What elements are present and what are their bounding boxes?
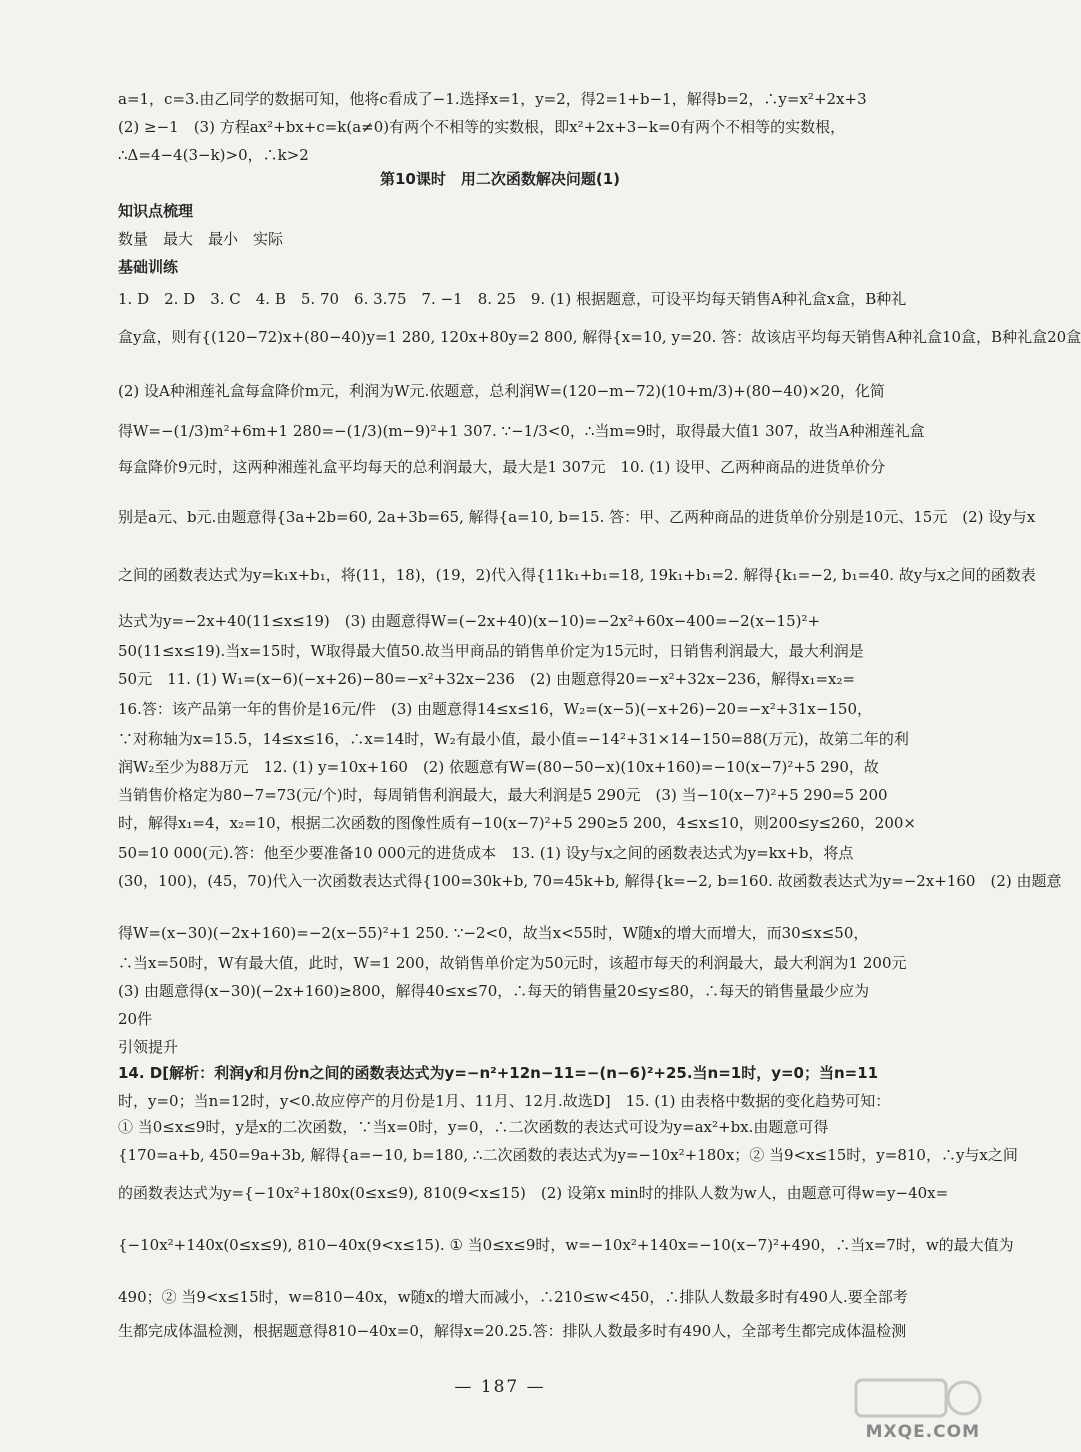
text-line: (2) 设A种湘莲礼盒每盒降价m元，利润为W元.依题意，总利润W=(120−m−72)(10+m/3)+(80−40)×20，化简 <box>118 382 885 400</box>
text-line: {170=a+b, 450=9a+3b, 解得{a=−10, b=180, ∴二次函数的表达式为y=−10x²+180x；② 当9<x≤15时，y=810，∴y与x之间 <box>118 1146 1018 1164</box>
text-line: 16.答：该产品第一年的售价是16元/件 (3) 由题意得14≤x≤16，W₂=(x−5)(−x+26)−20=−x²+31x−150， <box>118 700 873 718</box>
text-line: 50=10 000(元).答：他至少要准备10 000元的进货成本 13. (1) 设y与x之间的函数表达式为y=kx+b，将点 <box>118 844 854 862</box>
section-title: 第10课时 用二次函数解决问题(1) <box>379 170 621 188</box>
text-line: ∴当x=50时，W有最大值，此时，W=1 200，故销售单价定为50元时，该超市每天的利润最大，最大利润为1 200元 <box>118 954 907 972</box>
section-heading: 14. D[解析：利润y和月份n之间的函数表达式为y=−n²+12n−11=−(n−6)²+25.当n=1时，y=0；当n=11 <box>118 1064 879 1082</box>
text-line: ∴Δ=4−4(3−k)>0，∴k>2 <box>118 146 309 164</box>
text-line: 490；② 当9<x≤15时，w=810−40x，w随x的增大而减小，∴210≤w<450，∴排队人数最多时有490人.要全部考 <box>118 1288 908 1306</box>
text-line: 时，解得x₁=4，x₂=10，根据二次函数的图像性质有−10(x−7)²+5 290≥5 200，4≤x≤10，则200≤y≤260，200× <box>118 814 916 832</box>
text-line: 50元 11. (1) W₁=(x−6)(−x+26)−80=−x²+32x−236 (2) 由题意得20=−x²+32x−236，解得x₁=x₂= <box>118 670 856 688</box>
text-line: 数量 最大 最小 实际 <box>118 230 284 248</box>
text-line: 时，y=0；当n=12时，y<0.故应停产的月份是1月、11月、12月.故选D] 15. (1) 由表格中数据的变化趋势可知： <box>118 1092 891 1110</box>
section-heading: 知识点梳理 <box>118 202 194 220</box>
text-line: ① 当0≤x≤9时，y是x的二次函数，∵当x=0时，y=0，∴二次函数的表达式可设为y=ax²+bx.由题意可得 <box>118 1118 829 1136</box>
text-line: 1. D 2. D 3. C 4. B 5. 70 6. 3.75 7. −1 8. 25 9. (1) 根据题意，可设平均每天销售A种礼盒x盒，B种礼 <box>118 290 907 308</box>
text-line: 达式为y=−2x+40(11≤x≤19) (3) 由题意得W=(−2x+40)(x−10)=−2x²+60x−400=−2(x−15)²+ <box>118 612 821 630</box>
text-line: 的函数表达式为y={−10x²+180x(0≤x≤9), 810(9<x≤15) (2) 设第x min时的排队人数为w人，由题意可得w=y−40x= <box>118 1184 949 1202</box>
page-number: — 187 — <box>454 1377 546 1397</box>
text-line: ∵对称轴为x=15.5，14≤x≤16，∴x=14时，W₂有最小值，最小值=−14²+31×14−150=88(万元)，故第二年的利 <box>118 730 909 748</box>
text-line: 生都完成体温检测，根据题意得810−40x=0，解得x=20.25.答：排队人数最多时有490人，全部考生都完成体温检测 <box>118 1322 907 1340</box>
text-line: 盒y盒，则有{(120−72)x+(80−40)y=1 280, 120x+80y=2 800, 解得{x=10, y=20. 答：故该店平均每天销售A种礼盒10盒，B种礼盒20盒 <box>118 328 1081 346</box>
text-line: 20件 <box>118 1010 153 1028</box>
watermark-text: MXQE.COM <box>865 1422 980 1442</box>
text-line: 引领提升 <box>118 1038 179 1056</box>
text-line: 之间的函数表达式为y=k₁x+b₁，将(11，18)，(19，2)代入得{11k₁+b₁=18, 19k₁+b₁=2. 解得{k₁=−2, b₁=40. 故y与x之间的函数表 <box>118 566 1036 584</box>
text-line: {−10x²+140x(0≤x≤9), 810−40x(9<x≤15). ① 当0≤x≤9时，w=−10x²+140x=−10(x−7)²+490，∴当x=7时，w的最大值为 <box>118 1236 1014 1254</box>
text-line: 当销售价格定为80−7=73(元/个)时，每周销售利润最大，最大利润是5 290元 (3) 当−10(x−7)²+5 290=5 200 <box>118 786 888 804</box>
text-line: 50(11≤x≤19).当x=15时，W取得最大值50.故当甲商品的销售单价定为15元时，日销售利润最大，最大利润是 <box>118 642 864 660</box>
text-line: 得W=−(1/3)m²+6m+1 280=−(1/3)(m−9)²+1 307. ∵−1/3<0，∴当m=9时，取得最大值1 307，故当A种湘莲礼盒 <box>118 422 925 440</box>
text-line: 润W₂至少为88万元 12. (1) y=10x+160 (2) 依题意有W=(80−50−x)(10x+160)=−10(x−7)²+5 290，故 <box>118 758 879 776</box>
text-line: 别是a元、b元.由题意得{3a+2b=60, 2a+3b=65, 解得{a=10, b=15. 答：甲、乙两种商品的进货单价分别是10元、15元 (2) 设y与x <box>118 508 1036 526</box>
text-line: 得W=(x−30)(−2x+160)=−2(x−55)²+1 250. ∵−2<0，故当x<55时，W随x的增大而增大，而30≤x≤50， <box>118 924 869 942</box>
text-line: a=1，c=3.由乙同学的数据可知，他将c看成了−1.选择x=1，y=2，得2=1+b−1，解得b=2，∴y=x²+2x+3 <box>118 90 867 108</box>
section-heading: 基础训练 <box>118 258 179 276</box>
text-line: (2) ≥−1 (3) 方程ax²+bx+c=k(a≠0)有两个不相等的实数根，即x²+2x+3−k=0有两个不相等的实数根， <box>118 118 846 136</box>
text-line: (30，100)，(45，70)代入一次函数表达式得{100=30k+b, 70=45k+b, 解得{k=−2, b=160. 故函数表达式为y=−2x+160 (2) 由题意 <box>118 872 1062 890</box>
text-line: 每盒降价9元时，这两种湘莲礼盒平均每天的总利润最大，最大是1 307元 10. (1) 设甲、乙两种商品的进货单价分 <box>118 458 886 476</box>
text-line: (3) 由题意得(x−30)(−2x+160)≥800，解得40≤x≤70，∴每天的销售量20≤y≤80，∴每天的销售量最少应为 <box>118 982 870 1000</box>
